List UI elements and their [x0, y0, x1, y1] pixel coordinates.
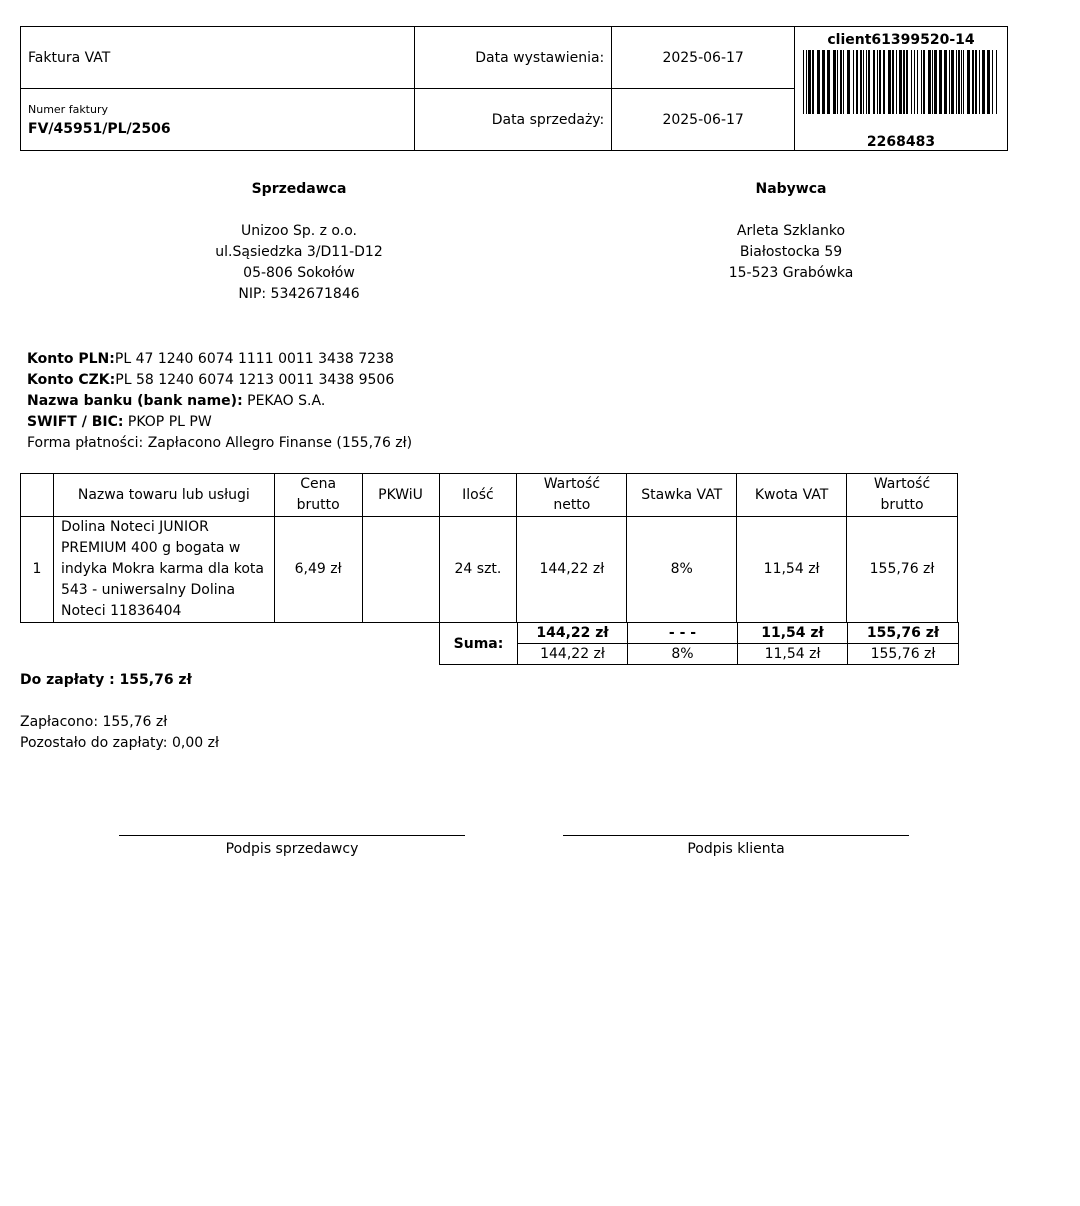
- row-name-line: 543 - uniwersalny Dolina: [60, 582, 236, 598]
- barcode-bar: [951, 50, 954, 114]
- barcode-bar: [949, 50, 950, 114]
- barcode-bar: [917, 50, 918, 114]
- sum-net: 144,22 zł: [518, 623, 628, 644]
- invoice-number-label: Numer faktury: [28, 102, 109, 116]
- amount-paid: Zapłacono: 155,76 zł: [20, 714, 168, 730]
- barcode-bar: [975, 50, 977, 114]
- barcode-bar: [833, 50, 836, 114]
- barcode-bar: [877, 50, 878, 114]
- seller-signature-line: [119, 835, 465, 836]
- barcode-bar: [847, 50, 850, 114]
- barcode-bar: [808, 50, 811, 114]
- client-signature-label: Podpis klienta: [687, 841, 785, 857]
- sum-rate: - - -: [628, 623, 738, 644]
- barcode-bar: [972, 50, 974, 114]
- barcode-bar: [928, 50, 931, 114]
- sum-gross: 155,76 zł: [848, 623, 959, 644]
- bank-swift-value: PKOP PL PW: [123, 414, 212, 430]
- col-price-l2: brutto: [296, 497, 340, 513]
- issue-date: 2025-06-17: [612, 27, 795, 89]
- sum-vat: 11,54 zł: [738, 623, 848, 644]
- col-vat-amount: Kwota VAT: [737, 474, 847, 517]
- col-net: [517, 474, 627, 517]
- sale-date-label: Data sprzedaży:: [415, 89, 612, 151]
- row-vat-amount: 11,54 zł: [737, 517, 847, 623]
- col-name: Nazwa towaru lub usługi: [53, 474, 274, 517]
- barcode-number: 2268483: [866, 133, 936, 150]
- barcode-bar: [967, 50, 970, 114]
- row-price: 6,49 zł: [274, 517, 362, 623]
- row-pkwiu: [362, 517, 439, 623]
- barcode-bar: [853, 50, 854, 114]
- row-name-line: PREMIUM 400 g bogata w: [60, 540, 241, 556]
- rate-gross: 155,76 zł: [848, 644, 959, 665]
- bank-pln-value: PL 47 1240 6074 1111 0011 3438 7238: [114, 351, 394, 367]
- barcode-bar: [934, 50, 937, 114]
- barcode-bar: [939, 50, 942, 114]
- seller-street: ul.Sąsiedzka 3/D11-D12: [215, 244, 383, 260]
- sums-label: Suma:: [440, 623, 518, 665]
- bank-pln-label: Konto PLN:: [27, 351, 115, 367]
- barcode-bar: [956, 50, 957, 114]
- sums-rate-row: [440, 644, 959, 665]
- amount-to-pay: Do zapłaty : 155,76 zł: [20, 672, 192, 688]
- barcode-bar: [837, 50, 838, 114]
- col-lp: [21, 474, 54, 517]
- barcode-bar: [906, 50, 908, 114]
- bank-czk-label: Konto CZK:: [27, 372, 116, 388]
- col-qty: Ilość: [439, 474, 517, 517]
- col-net-l2: netto: [553, 497, 591, 513]
- bank-name-value: PEKAO S.A.: [242, 393, 326, 409]
- row-name-line: Noteci 11836404: [60, 603, 182, 619]
- col-price-l1: Cena: [300, 476, 337, 492]
- barcode-bar: [921, 50, 922, 114]
- barcode-bar: [932, 50, 933, 114]
- barcode-bar: [827, 50, 830, 114]
- doc-type: Faktura VAT: [21, 27, 415, 89]
- bank-name-label: Nazwa banku (bank name):: [27, 393, 243, 409]
- buyer-street: Białostocka 59: [739, 244, 843, 260]
- client-signature-line: [563, 835, 909, 836]
- barcode-bar: [982, 50, 985, 114]
- barcode-bar: [883, 50, 885, 114]
- row-name-line: Dolina Noteci JUNIOR: [60, 519, 209, 535]
- barcode-bar: [863, 50, 864, 114]
- buyer-city: 15-523 Grabówka: [728, 265, 854, 281]
- barcode-bar: [843, 50, 844, 114]
- seller-signature-label: Podpis sprzedawcy: [225, 841, 359, 857]
- bank-info: [27, 349, 412, 454]
- invoice-number-cell: [21, 89, 415, 151]
- barcode-bar: [944, 50, 947, 114]
- col-gross-l2: brutto: [880, 497, 924, 513]
- buyer-name: Arleta Szklanko: [736, 223, 846, 239]
- barcode-bar: [866, 50, 867, 114]
- sums-total-row: [440, 623, 959, 644]
- barcode-bar: [840, 50, 842, 114]
- barcode-bar: [892, 50, 894, 114]
- buyer-block: [591, 179, 991, 284]
- seller-nip: NIP: 5342671846: [238, 286, 360, 302]
- row-net: 144,22 zł: [517, 517, 627, 623]
- col-gross: [847, 474, 958, 517]
- seller-block: [99, 179, 499, 305]
- row-name: [53, 517, 274, 623]
- invoice-header: [20, 26, 1008, 151]
- barcode-bar: [896, 50, 897, 114]
- barcode-bar: [879, 50, 881, 114]
- bank-name: [27, 391, 412, 412]
- seller-title: Sprzedawca: [251, 181, 347, 197]
- barcode-bar: [911, 50, 912, 114]
- amount-remaining: Pozostało do zapłaty: 0,00 zł: [20, 735, 219, 751]
- table-row: [21, 517, 958, 623]
- barcode-bar: [987, 50, 990, 114]
- barcode-bar: [996, 50, 997, 114]
- barcode-client-id: client61399520-14: [827, 31, 975, 48]
- sale-date: 2025-06-17: [612, 89, 795, 151]
- barcode-bar: [992, 50, 993, 114]
- payment-summary: [20, 670, 219, 754]
- items-header-row: [21, 474, 958, 517]
- row-gross: 155,76 zł: [847, 517, 958, 623]
- seller-name: Unizoo Sp. z o.o.: [241, 223, 357, 239]
- row-vat-rate: 8%: [627, 517, 737, 623]
- invoice-number: FV/45951/PL/2506: [28, 120, 171, 137]
- sums-table: [439, 622, 959, 665]
- payment-method: Forma płatności: Zapłacono Allegro Finanse (155,76 zł): [27, 435, 413, 451]
- barcode-bar: [873, 50, 875, 114]
- barcode-bar: [923, 50, 925, 114]
- bank-czk: [27, 370, 412, 391]
- rate-vat: 11,54 zł: [738, 644, 848, 665]
- barcode-bar: [868, 50, 870, 114]
- barcode-bar: [860, 50, 862, 114]
- barcode-bar: [963, 50, 964, 114]
- col-gross-l1: Wartość: [873, 476, 931, 492]
- barcode-bar: [812, 50, 814, 114]
- col-net-l1: Wartość: [543, 476, 601, 492]
- col-vat-rate: Stawka VAT: [627, 474, 737, 517]
- row-name-line: indyka Mokra karma dla kota: [60, 561, 264, 577]
- rate-rate: 8%: [628, 644, 738, 665]
- barcode-block: [795, 27, 1008, 151]
- bank-czk-value: PL 58 1240 6074 1213 0011 3438 9506: [115, 372, 395, 388]
- barcode-bar: [958, 50, 960, 114]
- barcode-bar: [899, 50, 902, 114]
- barcode-bar: [806, 50, 807, 114]
- bank-swift: [27, 412, 412, 433]
- barcode-bar: [914, 50, 915, 114]
- barcode-bar: [817, 50, 820, 114]
- row-lp: 1: [21, 517, 54, 623]
- barcode-bar: [961, 50, 962, 114]
- barcode-image: [803, 50, 999, 114]
- bank-swift-label: SWIFT / BIC:: [27, 414, 124, 430]
- barcode-bar: [822, 50, 825, 114]
- barcode-bar: [903, 50, 905, 114]
- buyer-title: Nabywca: [755, 181, 827, 197]
- rate-net: 144,22 zł: [518, 644, 628, 665]
- barcode-bar: [979, 50, 980, 114]
- issue-date-label: Data wystawienia:: [415, 27, 612, 89]
- barcode-bar: [856, 50, 858, 114]
- bank-pln: [27, 349, 412, 370]
- items-table: [20, 473, 958, 623]
- barcode-bar: [888, 50, 891, 114]
- seller-city: 05-806 Sokołów: [243, 265, 355, 281]
- col-pkwiu: PKWiU: [362, 474, 439, 517]
- col-price: [274, 474, 362, 517]
- row-qty: 24 szt.: [439, 517, 517, 623]
- barcode-bar: [803, 50, 804, 114]
